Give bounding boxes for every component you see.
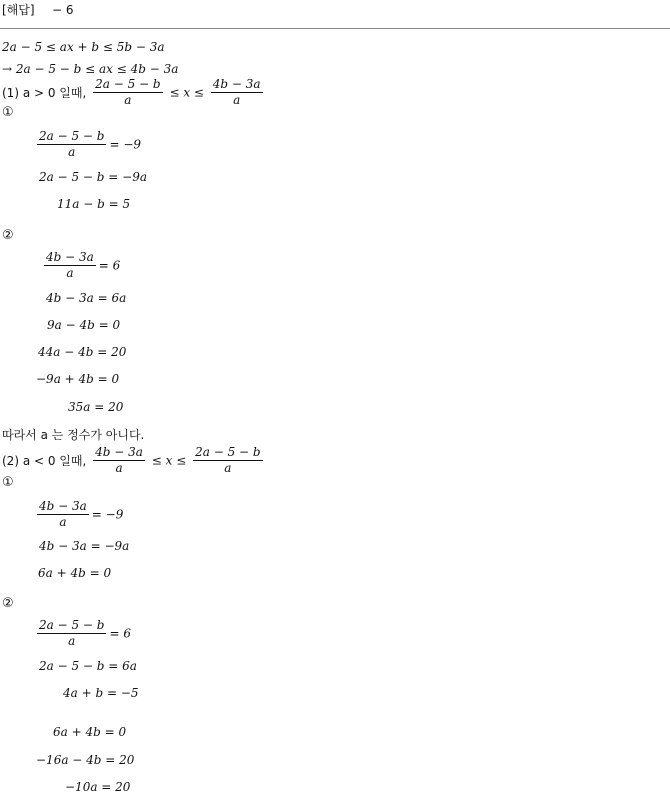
case2-p2-eq4: 6a + 4b = 0 xyxy=(53,725,127,739)
case1-frac-left-den: a xyxy=(124,93,132,107)
case2-p2-frac xyxy=(37,619,106,648)
case1-p1-rhs: = −9 xyxy=(109,137,142,152)
case1-p2-eq6: 35a = 20 xyxy=(68,400,124,414)
case2-ineq-mid: ≤ x ≤ xyxy=(151,453,187,468)
case1-frac-right-den: a xyxy=(233,93,241,107)
case2-frac-left-den: a xyxy=(115,461,123,475)
case2-p1-frac xyxy=(37,500,89,529)
case2-marker-1: ① xyxy=(2,475,14,490)
case2-frac-right xyxy=(193,446,262,475)
case2-frac-left-num: 4b − 3a xyxy=(95,445,143,459)
case1-p2-eq3: 9a − 4b = 0 xyxy=(47,318,121,332)
case2-p2-eq5: −16a − 4b = 20 xyxy=(36,753,135,767)
case1-p1-eq3: 11a − b = 5 xyxy=(57,197,131,211)
case1-p2-frac xyxy=(44,251,96,280)
case1-p2-frac-den: a xyxy=(66,266,74,280)
case1-frac-right xyxy=(211,78,263,107)
case1-conclusion: 따라서 a 는 정수가 아니다. xyxy=(2,428,145,442)
case2-p2-eq2: 2a − 5 − b = 6a xyxy=(39,659,137,673)
case1-intro xyxy=(2,78,266,107)
case1-p1-eq1 xyxy=(34,130,141,159)
case1-p1-frac-den: a xyxy=(68,145,76,159)
case2-p1-rhs: = −9 xyxy=(91,507,124,522)
case2-frac-right-den: a xyxy=(224,461,232,475)
case2-p1-eq2: 4b − 3a = −9a xyxy=(39,539,130,553)
case1-frac-left-num: 2a − 5 − b xyxy=(95,77,161,91)
case2-p2-eq3: 4a + b = −5 xyxy=(63,686,139,700)
case1-p2-eq5: −9a + 4b = 0 xyxy=(36,372,120,386)
case1-p1-frac xyxy=(37,130,106,159)
case2-p1-frac-num: 4b − 3a xyxy=(39,499,87,513)
case1-frac-left xyxy=(93,78,162,107)
case2-p2-frac-den: a xyxy=(68,634,76,648)
case1-ineq-mid: ≤ x ≤ xyxy=(169,85,204,100)
case1-p2-eq1 xyxy=(41,251,120,280)
case2-p2-eq6: −10a = 20 xyxy=(65,780,131,794)
case1-p1-frac-num: 2a − 5 − b xyxy=(39,129,105,143)
answer-value: − 6 xyxy=(52,3,74,17)
case1-marker-1: ① xyxy=(2,105,14,120)
case2-p2-eq1 xyxy=(34,619,131,648)
case1-frac-right-num: 4b − 3a xyxy=(212,77,261,91)
case2-p2-frac-num: 2a − 5 − b xyxy=(39,618,105,632)
inequality-line-1: 2a − 5 ≤ ax + b ≤ 5b − 3a xyxy=(2,40,165,54)
case2-p1-frac-den: a xyxy=(59,515,67,529)
case1-marker-2: ② xyxy=(2,228,14,243)
case1-p2-eq4: 44a − 4b = 20 xyxy=(38,345,127,359)
inequality-line-2: → 2a − 5 − b ≤ ax ≤ 4b − 3a xyxy=(2,62,179,76)
case1-p2-rhs: = 6 xyxy=(98,258,121,273)
case2-p1-eq1 xyxy=(34,500,123,529)
case2-intro-prefix: (2) a < 0 일때, xyxy=(2,454,87,468)
case2-frac-left xyxy=(93,446,145,475)
answer-header-label: [해답] xyxy=(2,3,35,17)
case2-marker-2: ② xyxy=(2,596,14,611)
case1-p1-eq2: 2a − 5 − b = −9a xyxy=(39,170,147,184)
case2-intro xyxy=(2,446,266,475)
case1-p2-eq2: 4b − 3a = 6a xyxy=(46,291,127,305)
case2-frac-right-num: 2a − 5 − b xyxy=(195,445,261,459)
case2-p2-rhs: = 6 xyxy=(109,626,131,641)
header-divider xyxy=(0,28,670,29)
case1-intro-prefix: (1) a > 0 일때, xyxy=(2,86,87,100)
case1-p2-frac-num: 4b − 3a xyxy=(46,250,94,264)
case2-p1-eq3: 6a + 4b = 0 xyxy=(38,566,112,580)
